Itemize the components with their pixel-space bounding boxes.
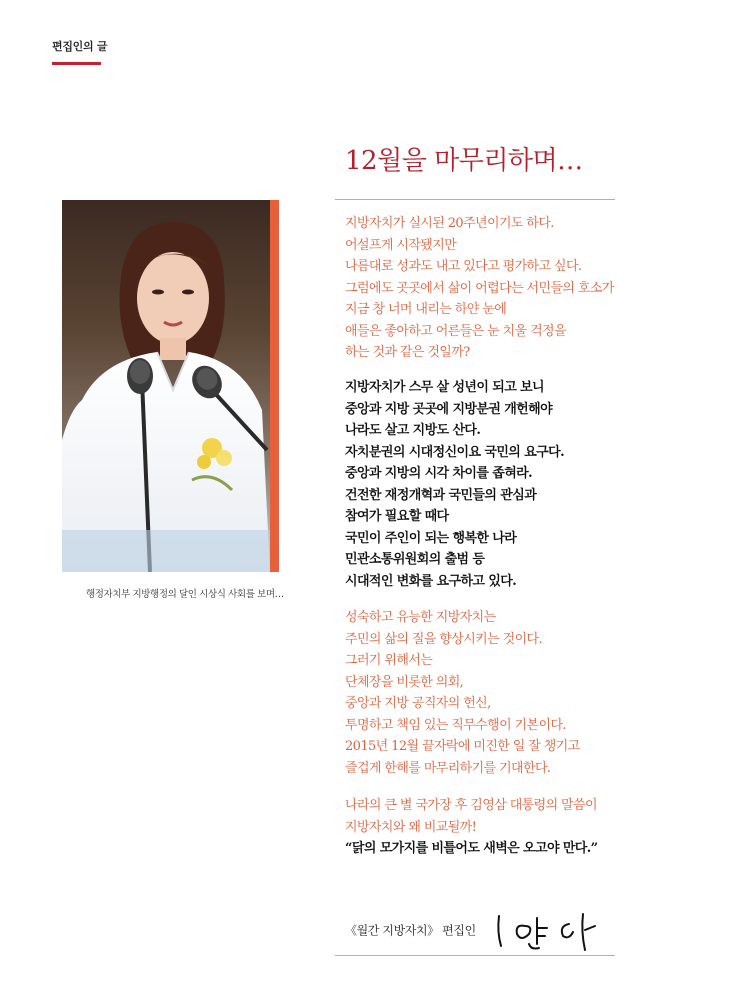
stanza-line: 중앙과 지방 공직자의 헌신, [345, 696, 491, 711]
stanza-line: 중앙과 지방의 시각 차이를 좁혀라. [345, 466, 533, 481]
stanza-line: 건전한 재정개혁과 국민들의 관심과 [345, 487, 537, 503]
closing-quote: “닭의 모가지를 비틀어도 새벽은 오고야 만다.” [345, 841, 598, 856]
stanza-line: 나름대로 성과도 내고 있다고 평가하고 싶다. [345, 259, 582, 274]
stanza-line: 국민이 주인이 되는 행복한 나라 [345, 530, 517, 546]
article-title: 12월을 마무리하며… [345, 146, 583, 176]
stanza-line: 민관소통위원회의 출범 등 [345, 552, 485, 567]
stanza-line: 즐겁게 한해를 마무리하기를 기대한다. [345, 760, 551, 776]
stanza-line: 자치분권의 시대정신이요 국민의 요구다. [345, 444, 564, 460]
stanza-line: 단체장을 비롯한 의회, [345, 674, 464, 690]
photo-caption: 행정자치부 지방행정의 달인 시상식 사회를 보며… [86, 589, 284, 600]
stanza-line: 나라도 살고 지방도 산다. [345, 423, 481, 438]
stanza-line: 하는 것과 같은 것일까? [345, 345, 470, 360]
stanza-line: 중앙과 지방 곳곳에 지방분권 개헌해야 [345, 401, 553, 417]
signature-label: 《월간 지방자치》 편집인 [345, 923, 476, 938]
bottom-divider [335, 955, 615, 956]
section-label: 편집인의 글 [52, 40, 108, 53]
stanza-line: 지방자치가 실시된 20주년이기도 하다. [345, 216, 554, 231]
stanza-line: 애들은 좋아하고 어른들은 눈 치울 걱정을 [345, 323, 566, 339]
stanza-line: 투명하고 책임 있는 직무수행이 기본이다. [345, 717, 566, 733]
stanza-line: 2015년 12월 끝자락에 미진한 일 잘 챙기고 [345, 739, 580, 754]
section-underline [52, 62, 101, 65]
stanza-line: 시대적인 변화를 요구하고 있다. [345, 573, 517, 589]
stanza-2 [345, 377, 564, 592]
stanza-line: 그러기 위해서는 [345, 653, 433, 668]
stanza-line: 주민의 삶의 질을 향상시키는 것이다. [345, 631, 543, 647]
stanza-3 [345, 607, 580, 779]
title-divider [335, 199, 615, 200]
stanza-line: 그럼에도 곳곳에서 삶이 어렵다는 서민들의 호소가 [345, 280, 614, 296]
stanza-line: 참여가 필요할 때다 [345, 509, 449, 524]
stanza-line: 지방자치와 왜 비교될까! [345, 819, 477, 835]
stanza-line: 어설프게 시작됐지만 [345, 237, 457, 253]
photo-accent-bar [270, 200, 279, 572]
stanza-line: 성숙하고 유능한 지방자치는 [345, 610, 496, 625]
stanza-1 [345, 213, 614, 364]
stanza-line: 지금 창 너머 내리는 하얀 눈에 [345, 302, 507, 317]
handwritten-signature [491, 908, 611, 952]
stanza-line: 지방자치가 스무 살 성년이 되고 보니 [345, 380, 544, 395]
speaker-photo [62, 200, 270, 572]
signature-block [345, 908, 611, 952]
stanza-4 [345, 795, 597, 838]
stanza-line: 나라의 큰 별 국가장 후 김영삼 대통령의 말씀이 [345, 798, 597, 813]
